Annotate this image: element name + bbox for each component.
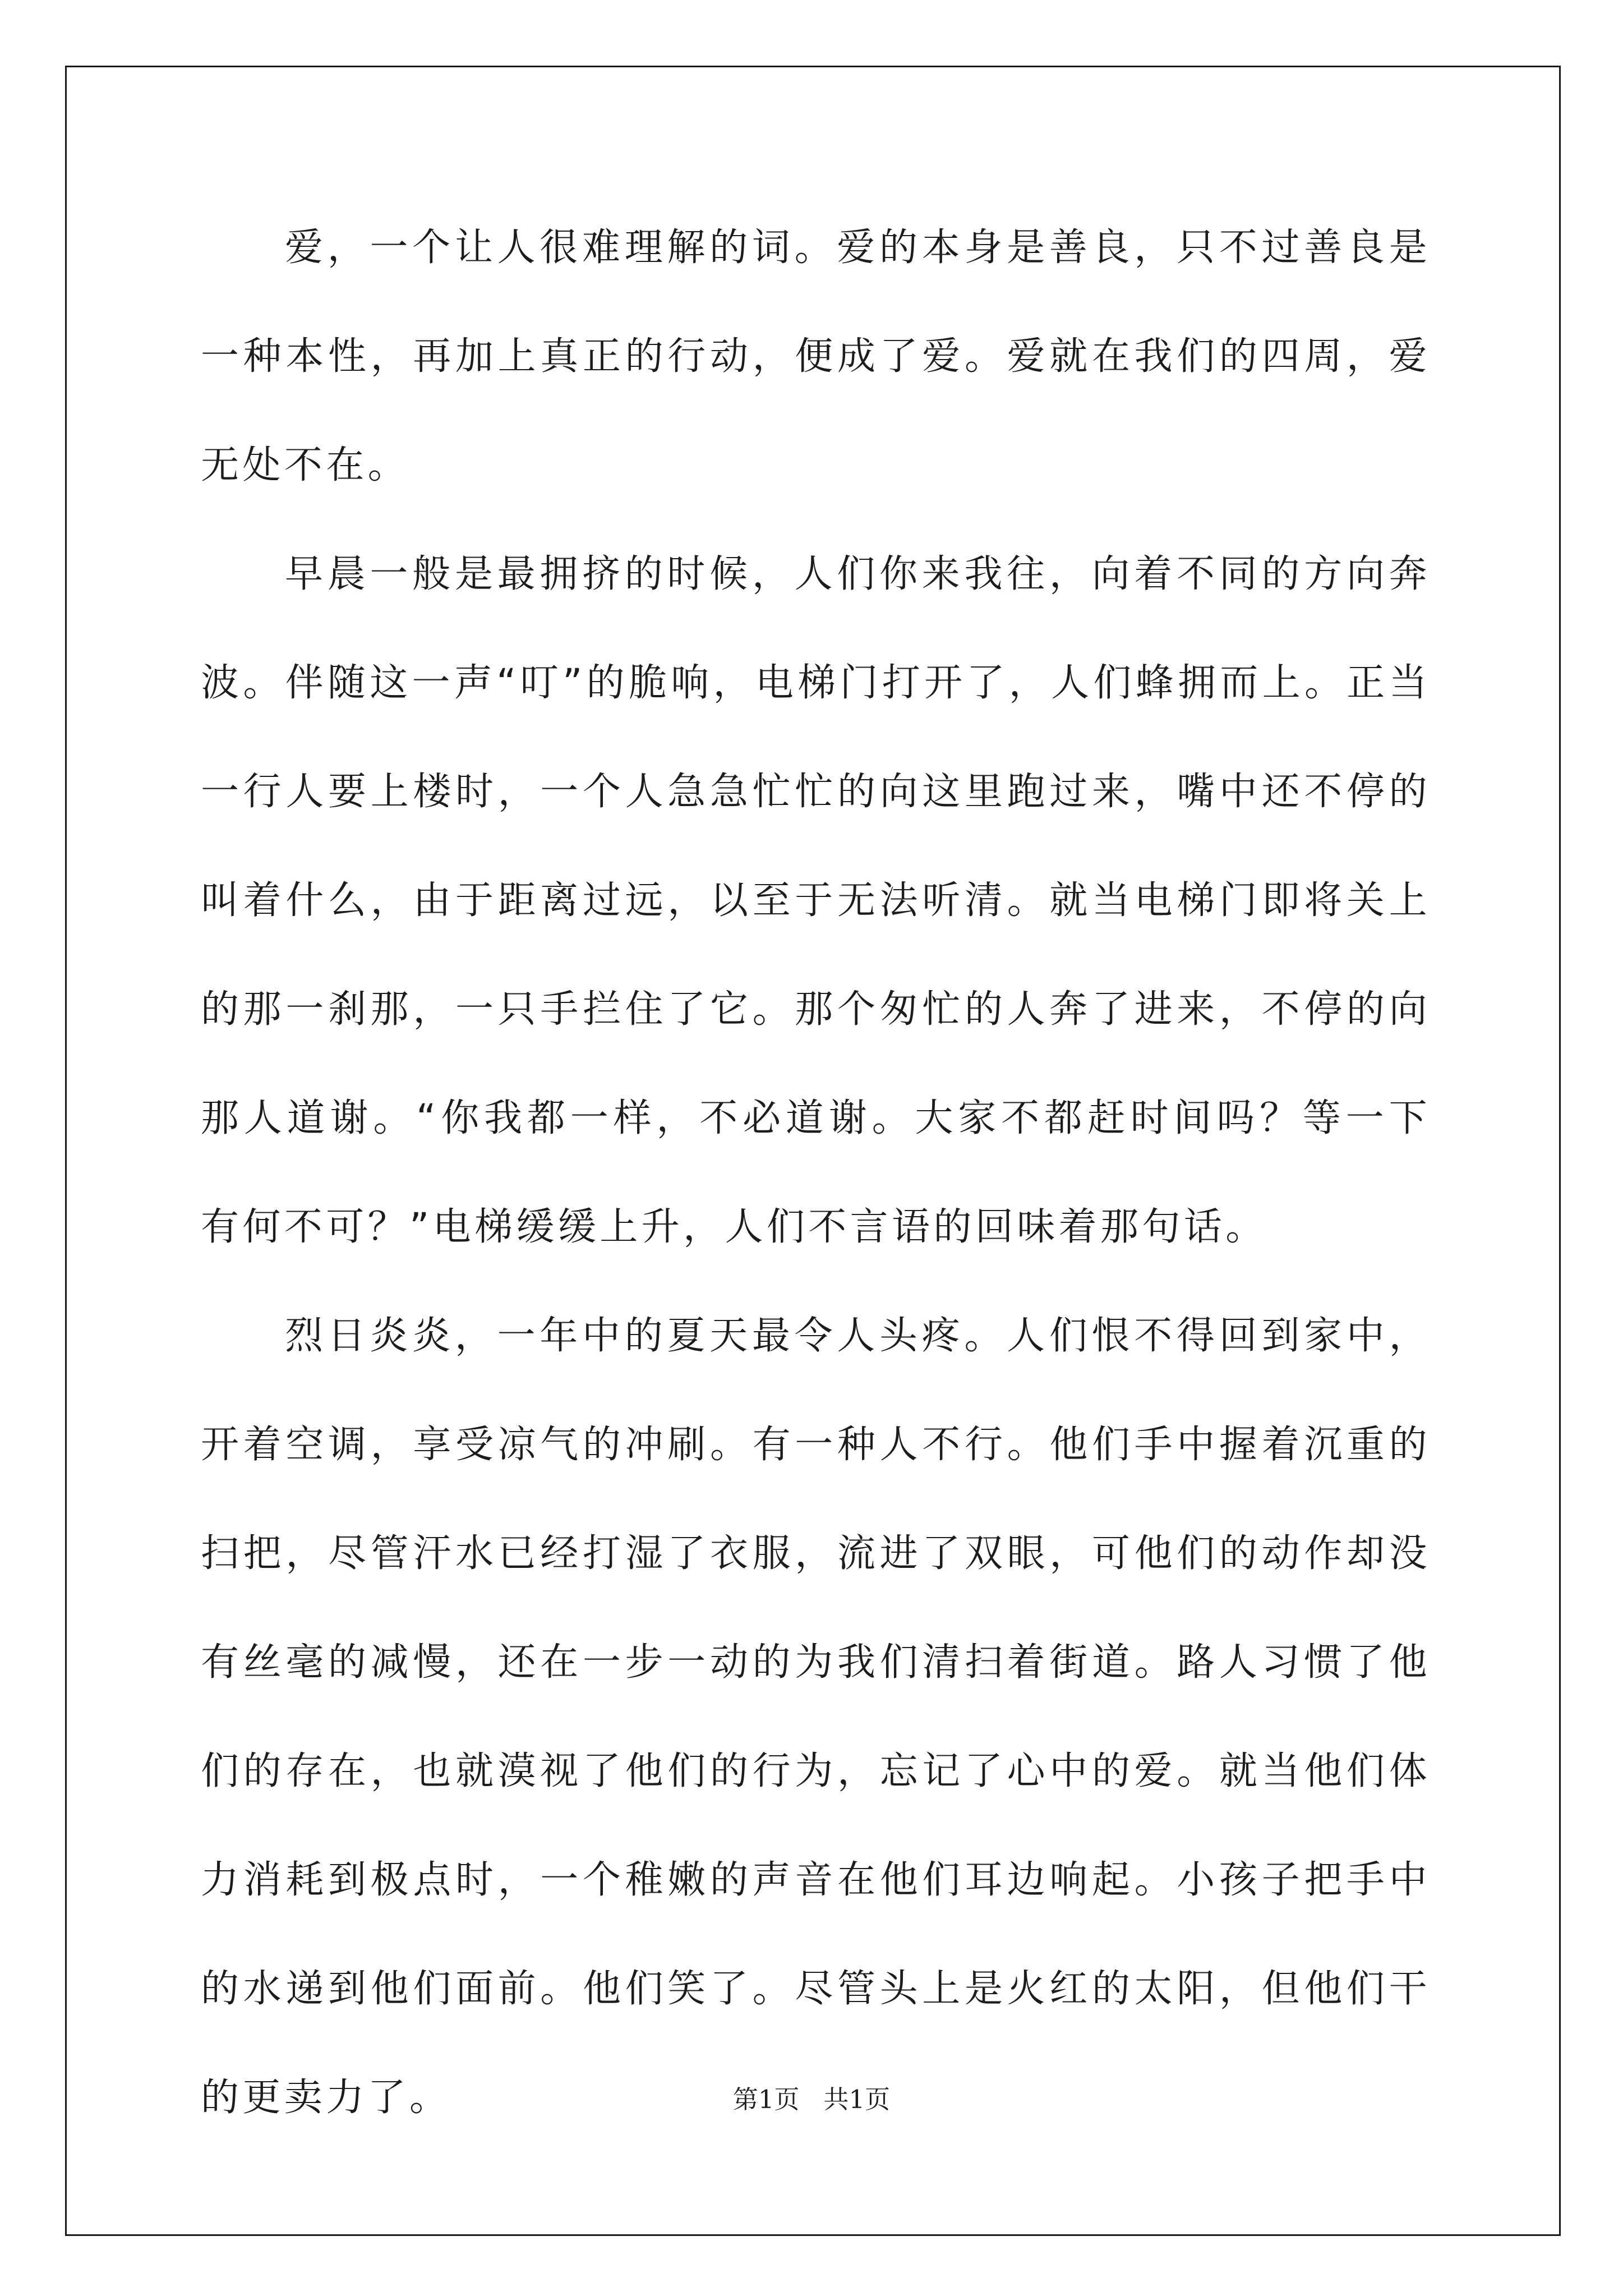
page-number-footer: 第1页 共1页 — [732, 2085, 891, 2114]
paragraph-1: 爱，一个让人很难理解的词。爱的本身是善良，只不过善良是一种本性，再加上真正的行动，便成了爱。爱就在我们的四周，爱无处不在。 — [201, 226, 1431, 487]
document-body — [201, 194, 1431, 2152]
paragraph-3: 烈日炎炎，一年中的夏天最令人头疼。人们恨不得回到家中，开着空调，享受凉气的冲刷。有一种人不行。他们手中握着沉重的扫把，尽管汗水已经打湿了衣服，流进了双眼，可他们的动作却没有丝毫的减慢，还在一步一动的为我们清扫着街道。路人习惯了他们的存在，也就漠视了他们的行为，忘记了心中的爱。就当他们体力消耗到极点时，一个稚嫩的声音在他们耳边响起。小孩子把手中的水递到他们面前。他们笑了。尽管头上是火红的太阳，但他们干的更卖力了。 — [201, 1314, 1431, 2120]
paragraph-2: 早晨一般是最拥挤的时候，人们你来我往，向着不同的方向奔波。伴随这一声“叮”的脆响，电梯门打开了，人们蜂拥而上。正当一行人要上楼时，一个人急急忙忙的向这里跑过来，嘴中还不停的叫着什么，由于距离过远，以至于无法听清。就当电梯门即将关上的那一刹那，一只手拦住了它。那个匆忙的人奔了进来，不停的向那人道谢。“你我都一样，不必道谢。大家不都赶时间吗？等一下有何不可？”电梯缓缓上升，人们不言语的回味着那句话。 — [201, 552, 1431, 1249]
